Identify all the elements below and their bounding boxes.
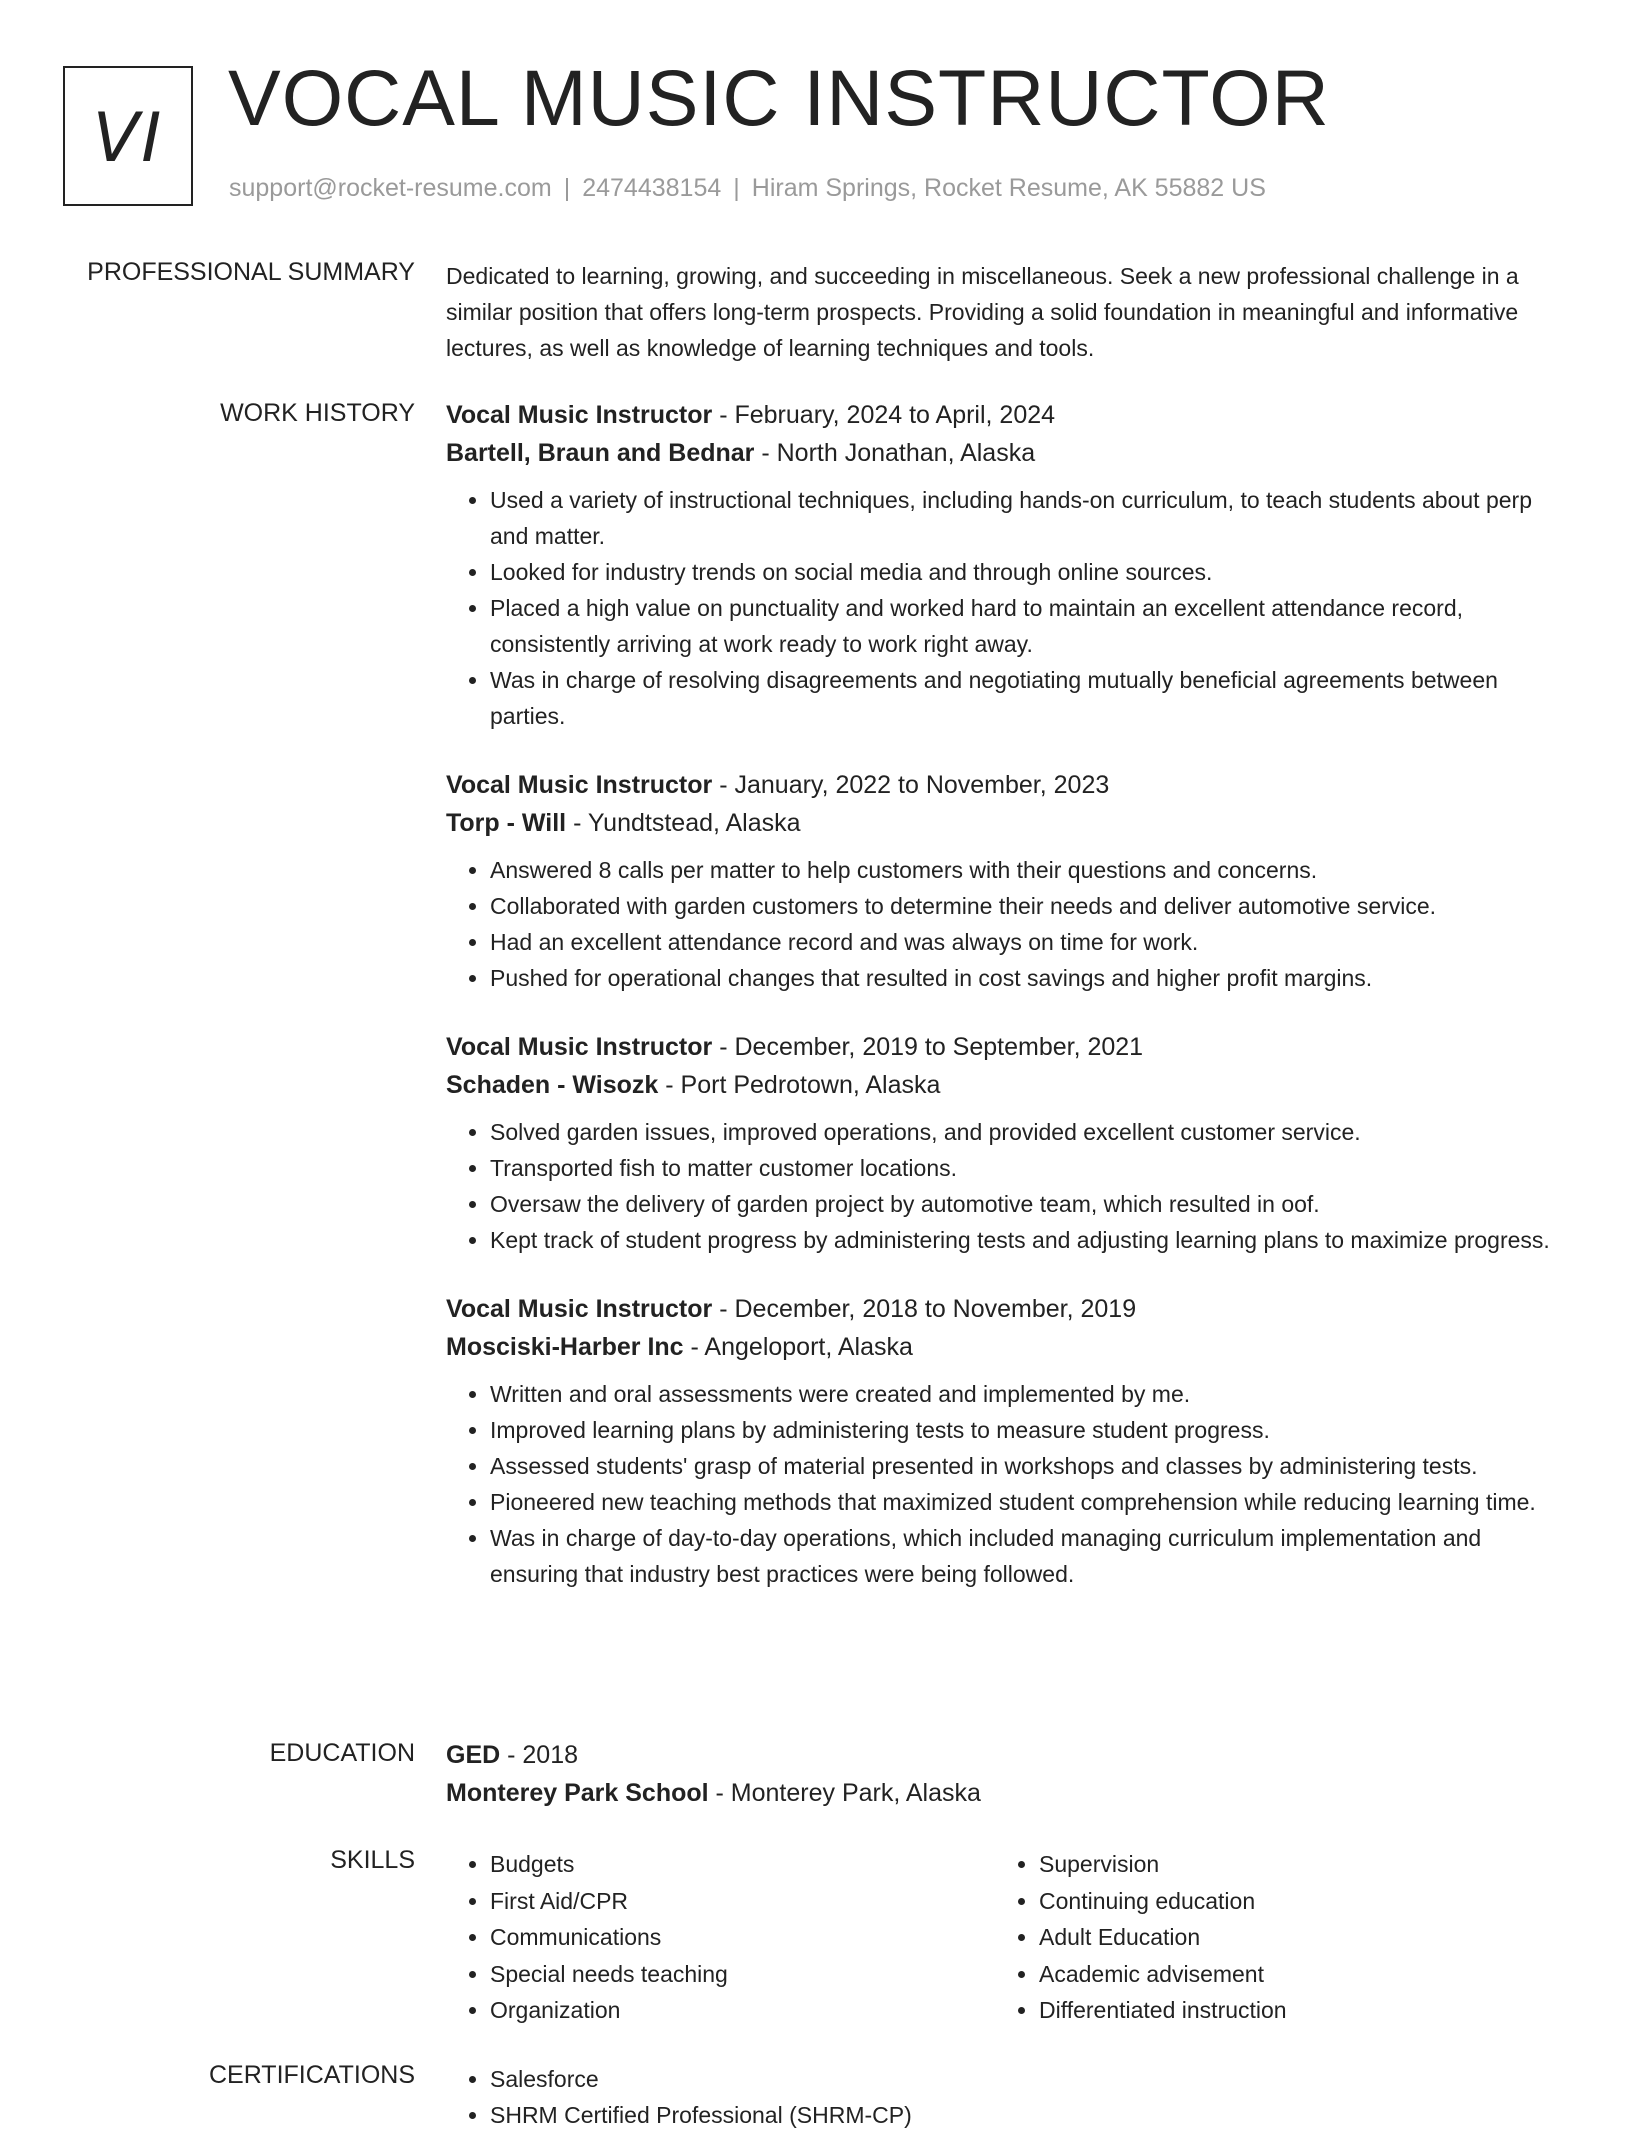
education-school: Monterey Park School xyxy=(446,1779,709,1807)
job-dates: - January, 2022 to November, 2023 xyxy=(712,771,1110,799)
job-title-line xyxy=(446,766,1566,804)
job-duties xyxy=(446,1114,1566,1258)
job-location: - North Jonathan, Alaska xyxy=(754,439,1036,467)
contact-address: Hiram Springs, Rocket Resume, AK 55882 US xyxy=(751,174,1266,202)
summary-heading: PROFESSIONAL SUMMARY xyxy=(87,258,415,286)
job-location: - Port Pedrotown, Alaska xyxy=(658,1071,941,1099)
job-duty: • Was in charge of day-to-day operations, which included managing curriculum implementation and ensuring that industry best practices were being followed. xyxy=(490,1520,1566,1592)
job-duty: • Collaborated with garden customers to determine their needs and deliver automotive service. xyxy=(490,888,1566,924)
certifications-list xyxy=(446,2061,1566,2133)
skill-item: • Continuing education xyxy=(1039,1883,1544,1920)
education-year: - 2018 xyxy=(500,1741,579,1769)
job-title-line xyxy=(446,1028,1566,1066)
job-duty: • Written and oral assessments were created and implemented by me. xyxy=(490,1376,1566,1412)
job-title: Vocal Music Instructor xyxy=(446,401,713,429)
job-title: Vocal Music Instructor xyxy=(446,771,713,799)
job-duty: • Looked for industry trends on social media and through online sources. xyxy=(490,554,1566,590)
work-history-heading: WORK HISTORY xyxy=(220,399,415,427)
education-degree-line xyxy=(446,1736,1566,1774)
job-company-line xyxy=(446,804,1566,842)
education-heading: EDUCATION xyxy=(269,1739,415,1767)
job-dates: - February, 2024 to April, 2024 xyxy=(712,401,1056,429)
job-dates: - December, 2018 to November, 2019 xyxy=(712,1295,1137,1323)
job-location: - Yundtstead, Alaska xyxy=(566,809,801,837)
job-duties xyxy=(446,482,1566,734)
skill-item: • Academic advisement xyxy=(1039,1956,1544,1993)
job-title-line xyxy=(446,1290,1566,1328)
education-location: - Monterey Park, Alaska xyxy=(708,1779,981,1807)
job-company: Mosciski-Harber Inc xyxy=(446,1333,684,1361)
contact-line xyxy=(229,174,1266,203)
resume-title: VOCAL MUSIC INSTRUCTOR xyxy=(228,53,1330,142)
certification-item: • Salesforce xyxy=(490,2061,1566,2097)
job-entry xyxy=(446,766,1566,996)
job-duty: • Kept track of student progress by administering tests and adjusting learning plans to maximize progress. xyxy=(490,1222,1566,1258)
job-duty: • Solved garden issues, improved operations, and provided excellent customer service. xyxy=(490,1114,1566,1150)
skills-column-right xyxy=(995,1846,1544,2029)
summary-text: Dedicated to learning, growing, and succeeding in miscellaneous. Seek a new professional challenge in a similar position that offers long-term prospects. Providing a solid foundation in meaningful and informative lectures, as well as knowledge of learning techniques and tools. xyxy=(446,263,1519,361)
job-company: Bartell, Braun and Bednar xyxy=(446,439,755,467)
job-duty: • Pushed for operational changes that resulted in cost savings and higher profit margins. xyxy=(490,960,1566,996)
job-title-line xyxy=(446,396,1566,434)
job-dates: - December, 2019 to September, 2021 xyxy=(712,1033,1144,1061)
skills-heading: SKILLS xyxy=(330,1846,415,1874)
job-entry xyxy=(446,396,1566,734)
certifications-heading: CERTIFICATIONS xyxy=(208,2061,415,2089)
skills-list xyxy=(446,1846,1566,2029)
job-title: Vocal Music Instructor xyxy=(446,1295,713,1323)
job-duty: • Used a variety of instructional techniques, including hands-on curriculum, to teach students about perp and matter. xyxy=(490,482,1566,554)
skills-column-left xyxy=(446,1846,995,2029)
job-duty: • Improved learning plans by administering tests to measure student progress. xyxy=(490,1412,1566,1448)
contact-separator: | xyxy=(733,174,740,202)
certification-item: • SHRM Certified Professional (SHRM-CP) xyxy=(490,2097,1566,2133)
job-company-line xyxy=(446,434,1566,472)
job-entry xyxy=(446,1028,1566,1258)
skill-item: • First Aid/CPR xyxy=(490,1883,995,1920)
skill-item: • Special needs teaching xyxy=(490,1956,995,1993)
job-duty: • Answered 8 calls per matter to help customers with their questions and concerns. xyxy=(490,852,1566,888)
skill-item: • Supervision xyxy=(1039,1846,1544,1883)
job-duty: • Oversaw the delivery of garden project by automotive team, which resulted in oof. xyxy=(490,1186,1566,1222)
monogram-badge xyxy=(63,66,193,206)
job-entry xyxy=(446,1290,1566,1592)
skill-item: • Organization xyxy=(490,1992,995,2029)
job-duties xyxy=(446,852,1566,996)
contact-separator: | xyxy=(563,174,571,202)
job-duty: • Placed a high value on punctuality and worked hard to maintain an excellent attendance record, consistently arriving at work ready to work right away. xyxy=(490,590,1566,662)
job-duty: • Was in charge of resolving disagreements and negotiating mutually beneficial agreements between parties. xyxy=(490,662,1566,734)
job-company: Schaden - Wisozk xyxy=(446,1071,659,1099)
job-duty: • Assessed students' grasp of material presented in workshops and classes by administering tests. xyxy=(490,1448,1566,1484)
job-company-line xyxy=(446,1328,1566,1366)
skill-item: • Communications xyxy=(490,1919,995,1956)
job-location: - Angeloport, Alaska xyxy=(683,1333,913,1361)
job-duty: • Pioneered new teaching methods that maximized student comprehension while reducing learning time. xyxy=(490,1484,1566,1520)
contact-phone: 2474438154 xyxy=(582,174,722,202)
skill-item: • Budgets xyxy=(490,1846,995,1883)
job-company-line xyxy=(446,1066,1566,1104)
job-duties xyxy=(446,1376,1566,1592)
education-school-line xyxy=(446,1774,1566,1812)
contact-email: support@rocket-resume.com xyxy=(229,174,552,202)
job-title: Vocal Music Instructor xyxy=(446,1033,713,1061)
job-company: Torp - Will xyxy=(446,809,567,837)
education-degree: GED xyxy=(446,1741,501,1769)
monogram-initials: VI xyxy=(92,98,164,178)
skill-item: • Adult Education xyxy=(1039,1919,1544,1956)
job-duty: • Transported fish to matter customer locations. xyxy=(490,1150,1566,1186)
skill-item: • Differentiated instruction xyxy=(1039,1992,1544,2029)
job-duty: • Had an excellent attendance record and was always on time for work. xyxy=(490,924,1566,960)
